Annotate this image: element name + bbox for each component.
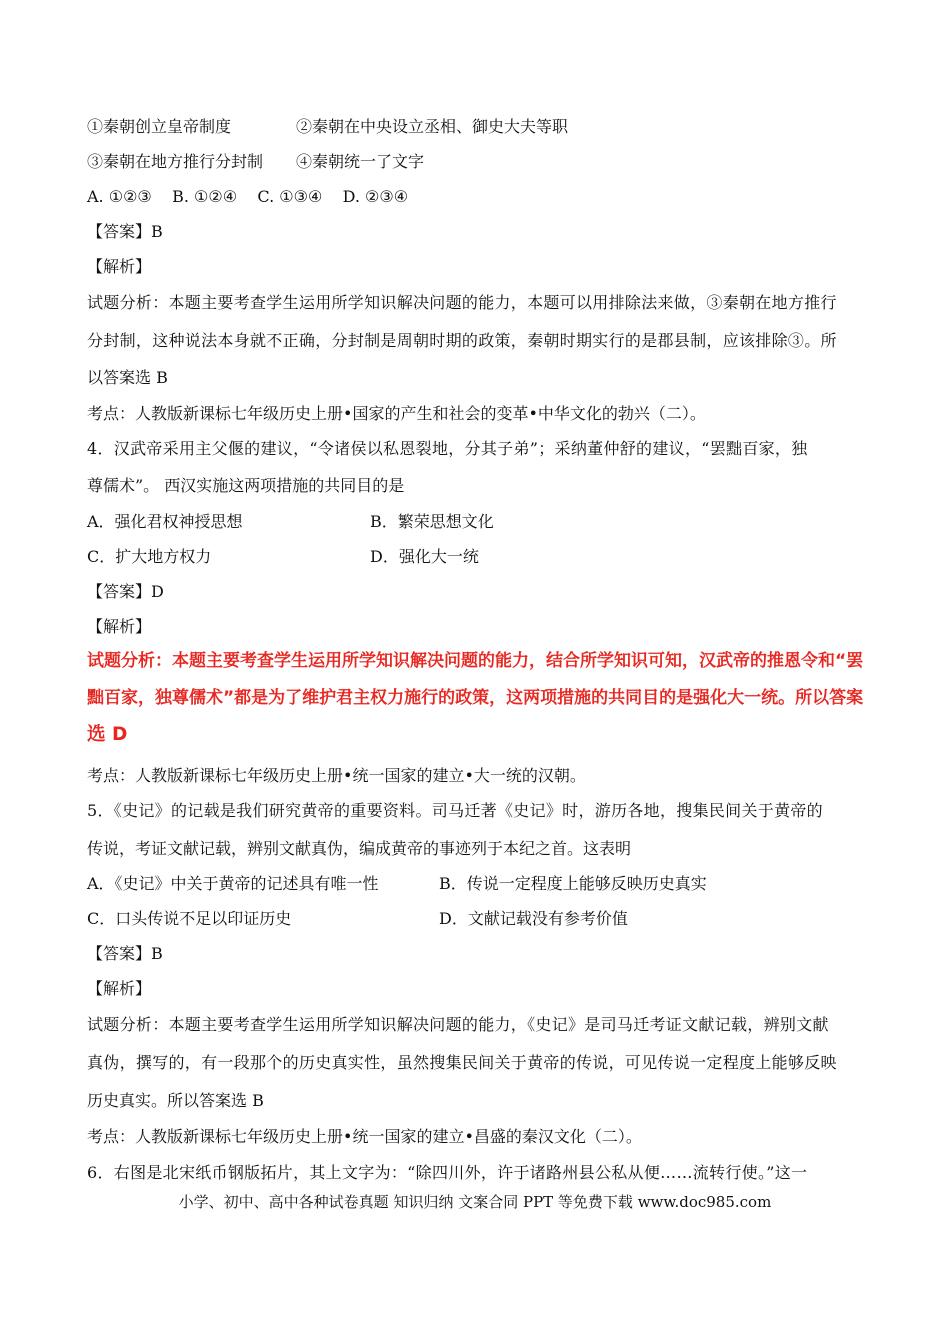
- q4-stem-line: 4．汉武帝采用主父偃的建议，“令诸侯以私恩裂地，分其子弟”；采纳董仲舒的建议，“罢黜百家，独: [87, 439, 808, 458]
- q4-knowledge-point: 考点：人教版新课标七年级历史上册•统一国家的建立•大一统的汉朝。: [87, 766, 586, 785]
- q5-analysis-line: 真伪，撰写的，有一段那个的历史真实性，虽然搜集民间关于黄帝的传说，可见传说一定程度上能够反映: [87, 1053, 837, 1072]
- q5-option-c: C．口头传说不足以印证历史: [87, 909, 292, 928]
- q3-analysis-line: 分封制，这种说法本身就不正确，分封制是周朝时期的政策，秦朝时期实行的是郡县制，应该排除③。所: [87, 331, 837, 350]
- footer-text: 小学、初中、高中各种试卷真题 知识归纳 文案合同 PPT 等免费下载 www.doc985.com: [178, 1193, 772, 1211]
- q4-analysis-line: 黜百家，独尊儒术”都是为了维护君主权力施行的政策，这两项措施的共同目的是强化大一统。所以答案: [87, 688, 864, 708]
- q3-option-2: ②秦朝在中央设立丞相、御史大夫等职: [296, 117, 569, 136]
- q4-option-b: B．繁荣思想文化: [370, 512, 494, 531]
- q5-knowledge-point: 考点：人教版新课标七年级历史上册•统一国家的建立•昌盛的秦汉文化（二）。: [87, 1127, 642, 1146]
- page-footer: [0, 1192, 950, 1212]
- q4-option-a: A．强化君权神授思想: [87, 512, 243, 531]
- q5-analysis-line: 历史真实。所以答案选 B: [87, 1091, 264, 1110]
- q3-analysis-line: 以答案选 B: [87, 368, 168, 387]
- q5-answer: 【答案】B: [87, 944, 163, 963]
- q4-stem-line: 尊儒术”。 西汉实施这两项措施的共同目的是: [87, 476, 405, 495]
- q5-analysis-line: 试题分析：本题主要考查学生运用所学知识解决问题的能力，《史记》是司马迁考证文献记载，辨别文献: [87, 1015, 829, 1034]
- q3-analysis-line: 试题分析：本题主要考查学生运用所学知识解决问题的能力，本题可以用排除法来做，③秦朝在地方推行: [87, 293, 837, 312]
- q5-stem-line: 5．《史记》的记载是我们研究黄帝的重要资料。司马迁著《史记》时，游历各地，搜集民间关于黄帝的: [87, 801, 823, 820]
- q5-option-b: B．传说一定程度上能够反映历史真实: [439, 874, 707, 893]
- q3-analysis-heading: 【解析】: [87, 257, 152, 276]
- q6-stem-line: 6．右图是北宋纸币钢版拓片，其上文字为：“除四川外，许于诸路州县公私从便……流转行使。”这一: [87, 1163, 808, 1182]
- q4-option-d: D．强化大一统: [370, 547, 479, 566]
- q5-analysis-heading: 【解析】: [87, 979, 152, 998]
- q3-choices: A. ①②③ B. ①②④ C. ①③④ D. ②③④: [87, 187, 409, 206]
- q5-stem-line: 传说，考证文献记载，辨别文献真伪，编成黄帝的事迹列于本纪之首。这表明: [87, 839, 632, 858]
- q3-option-4: ④秦朝统一了文字: [296, 152, 425, 171]
- q5-option-a: A．《史记》中关于黄帝的记述具有唯一性: [87, 874, 379, 893]
- q5-option-d: D．文献记载没有参考价值: [439, 909, 628, 928]
- q4-option-c: C．扩大地方权力: [87, 547, 212, 566]
- q4-analysis-line: 试题分析：本题主要考查学生运用所学知识解决问题的能力，结合所学知识可知，汉武帝的推恩令和“罢: [87, 651, 864, 671]
- q4-analysis-heading: 【解析】: [87, 617, 152, 636]
- q3-knowledge-point: 考点：人教版新课标七年级历史上册•国家的产生和社会的变革•中华文化的勃兴（二）。: [87, 404, 706, 423]
- q4-answer: 【答案】D: [87, 582, 164, 601]
- q3-option-3: ③秦朝在地方推行分封制: [87, 152, 264, 171]
- q3-option-1: ①秦朝创立皇帝制度: [87, 117, 232, 136]
- q4-analysis-line: 选 D: [87, 724, 128, 745]
- q3-answer: 【答案】B: [87, 222, 163, 241]
